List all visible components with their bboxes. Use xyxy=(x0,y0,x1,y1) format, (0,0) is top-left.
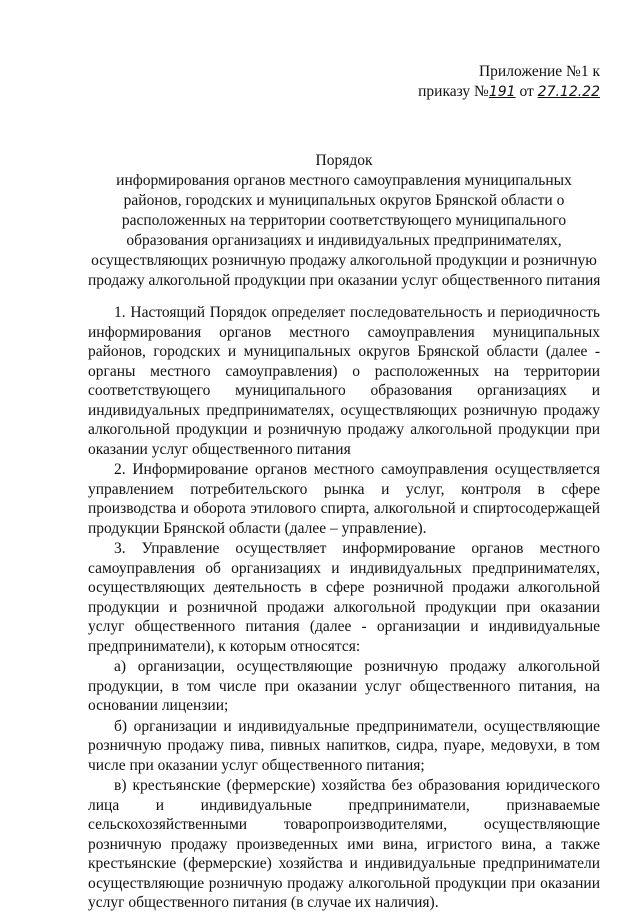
title-line: образования организациях и индивидуальных предпринимателях, xyxy=(126,232,562,249)
appendix-reference xyxy=(370,62,600,102)
paragraph-2: 2. Информирование органов местного самоуправления осуществляется управлением потребительского рынка и услуг, контроля в сфере производства и оборота этилового спирта, алкогольной и спиртосодержащей продукции Брянской области (далее – управление). xyxy=(88,461,600,537)
title-line: районов, городских и муниципальных округов Брянской области о xyxy=(123,192,565,209)
order-reference-line xyxy=(370,82,600,102)
document-title xyxy=(88,151,600,291)
paragraph-1: 1. Настоящий Порядок определяет последовательность и периодичность информирования органов местного самоуправления муниципальных районов, городских и муниципальных округов Брянской области (далее - органы местного самоуправления) о расположенных на территории соответствующего муниципального образования организациях и индивидуальных предпринимателях, осуществляющих розничную продажу алкогольной продукции и розничную продажу алкогольной продукции при оказании услуг общественного питания xyxy=(88,304,600,458)
paragraph-3b: б) организации и индивидуальные предприниматели, осуществляющие розничную продажу пива, пивных напитков, сидра, пуаре, медовухи, в том числе при оказании услуг общественного питания; xyxy=(88,717,600,774)
appendix-line: Приложение №1 к xyxy=(478,63,600,80)
order-prefix: приказу № xyxy=(418,83,489,100)
title-line: осуществляющих розничную продажу алкогольной продукции и розничную xyxy=(91,252,597,269)
order-number-handwritten: 191 xyxy=(488,84,516,100)
title-line: продажу алкогольной продукции при оказании услуг общественного питания xyxy=(88,272,601,289)
paragraph-3a: а) организации, осуществляющие розничную продажу алкогольной продукции, в том числе при оказании услуг общественного питания, на основании лицензии; xyxy=(88,658,600,714)
paragraph-3c: в) крестьянские (фермерские) хозяйства без образования юридического лица и индивидуальные предприниматели, признаваемые сельскохозяйственными товаропроизводителями, осуществляющие розничную продажу произведенных ими вина, игристого вина, а также крестьянские (фермерские) хозяйства и индивидуальные предприниматели осуществляющие розничную продажу алкогольной продукции при оказании услуг общественного питания (в случае их наличия). xyxy=(88,777,600,911)
order-from: от xyxy=(515,83,538,100)
title-line: расположенных на территории соответствующего муниципального xyxy=(121,212,567,229)
paragraph-3: 3. Управление осуществляет информирование органов местного самоуправления об организациях и индивидуальных предпринимателях, осуществляющих деятельность в сфере розничной продажи алкогольной продукции и розничной продажи алкогольной продукции при оказании услуг общественного питания (далее - организации и индивидуальные предприниматели), к которым относятся: xyxy=(88,540,600,655)
order-date-handwritten: 27.12.22 xyxy=(537,84,600,100)
title-heading: Порядок xyxy=(315,152,373,169)
title-line: информирования органов местного самоуправления муниципальных xyxy=(116,172,572,189)
document-body xyxy=(88,303,600,914)
